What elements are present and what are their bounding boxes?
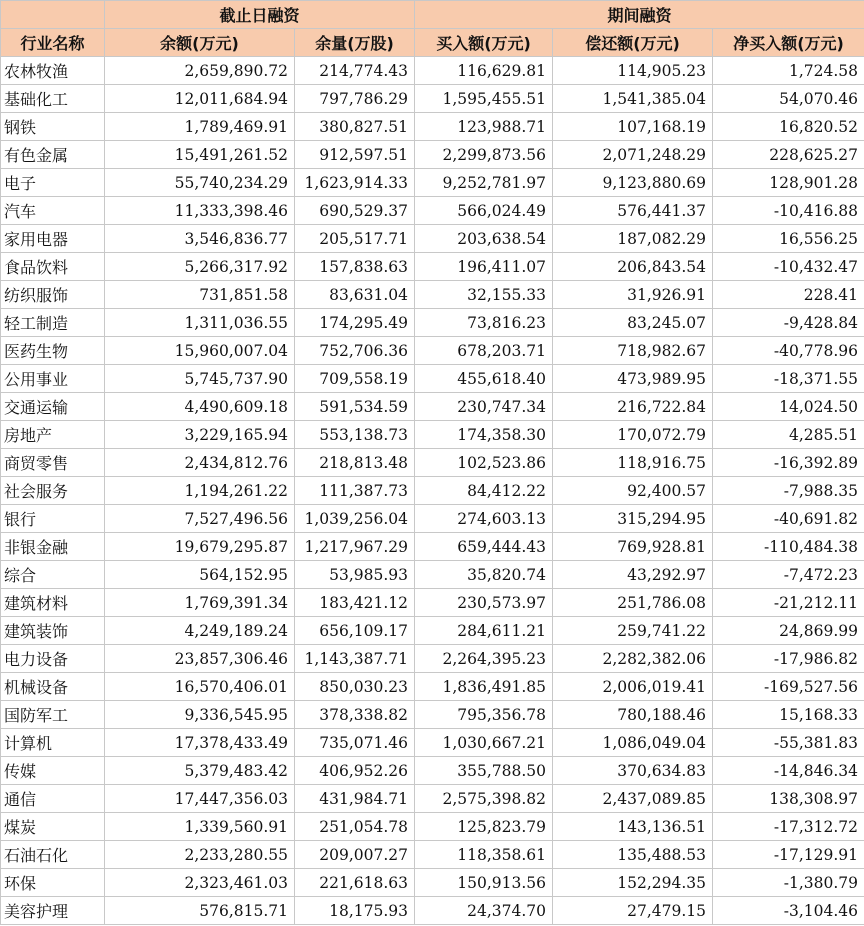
table-row [1,701,864,729]
net-buy-cell: -169,527.56 [713,673,864,701]
volume-cell: 183,421.12 [295,589,415,617]
balance-cell: 4,490,609.18 [105,393,295,421]
buy-amount-cell: 196,411.07 [415,253,553,281]
table-row [1,421,864,449]
volume-cell: 209,007.27 [295,841,415,869]
net-buy-cell: -14,846.34 [713,757,864,785]
net-buy-cell: -21,212.11 [713,589,864,617]
column-header-balance: 余额(万元) [105,29,295,57]
net-buy-cell: 54,070.46 [713,85,864,113]
industry-name-cell: 家用电器 [1,225,105,253]
buy-amount-cell: 174,358.30 [415,421,553,449]
industry-name-cell: 交通运输 [1,393,105,421]
buy-amount-cell: 73,816.23 [415,309,553,337]
volume-cell: 431,984.71 [295,785,415,813]
repay-amount-cell: 114,905.23 [553,57,713,85]
net-buy-cell: -17,312.72 [713,813,864,841]
repay-amount-cell: 473,989.95 [553,365,713,393]
industry-name-cell: 基础化工 [1,85,105,113]
balance-cell: 19,679,295.87 [105,533,295,561]
volume-cell: 1,143,387.71 [295,645,415,673]
volume-cell: 709,558.19 [295,365,415,393]
buy-amount-cell: 150,913.56 [415,869,553,897]
repay-amount-cell: 2,006,019.41 [553,673,713,701]
buy-amount-cell: 123,988.71 [415,113,553,141]
repay-amount-cell: 718,982.67 [553,337,713,365]
net-buy-cell: -17,986.82 [713,645,864,673]
volume-cell: 1,623,914.33 [295,169,415,197]
industry-name-cell: 有色金属 [1,141,105,169]
net-buy-cell: -7,472.23 [713,561,864,589]
buy-amount-cell: 678,203.71 [415,337,553,365]
buy-amount-cell: 1,030,667.21 [415,729,553,757]
repay-amount-cell: 27,479.15 [553,897,713,925]
volume-cell: 378,338.82 [295,701,415,729]
table-row [1,57,864,85]
volume-cell: 380,827.51 [295,113,415,141]
column-header-repay: 偿还额(万元) [553,29,713,57]
table-row [1,225,864,253]
repay-amount-cell: 315,294.95 [553,505,713,533]
net-buy-cell: -40,778.96 [713,337,864,365]
industry-name-cell: 钢铁 [1,113,105,141]
buy-amount-cell: 24,374.70 [415,897,553,925]
industry-name-cell: 机械设备 [1,673,105,701]
repay-amount-cell: 769,928.81 [553,533,713,561]
industry-name-cell: 石油石化 [1,841,105,869]
table-row [1,673,864,701]
repay-amount-cell: 2,437,089.85 [553,785,713,813]
table-row [1,841,864,869]
volume-cell: 690,529.37 [295,197,415,225]
table-row [1,533,864,561]
volume-cell: 18,175.93 [295,897,415,925]
table-row [1,589,864,617]
table-row [1,813,864,841]
volume-cell: 157,838.63 [295,253,415,281]
balance-cell: 4,249,189.24 [105,617,295,645]
balance-cell: 2,659,890.72 [105,57,295,85]
table-row [1,477,864,505]
net-buy-cell: -40,691.82 [713,505,864,533]
balance-cell: 55,740,234.29 [105,169,295,197]
balance-cell: 17,378,433.49 [105,729,295,757]
table-row [1,197,864,225]
volume-cell: 553,138.73 [295,421,415,449]
balance-cell: 1,194,261.22 [105,477,295,505]
table-row [1,757,864,785]
net-buy-cell: -55,381.83 [713,729,864,757]
table-row [1,169,864,197]
repay-amount-cell: 31,926.91 [553,281,713,309]
table-body [1,57,864,925]
industry-name-cell: 轻工制造 [1,309,105,337]
buy-amount-cell: 35,820.74 [415,561,553,589]
balance-cell: 16,570,406.01 [105,673,295,701]
balance-cell: 564,152.95 [105,561,295,589]
net-buy-cell: -110,484.38 [713,533,864,561]
volume-cell: 251,054.78 [295,813,415,841]
header-blank-cell [1,1,105,29]
balance-cell: 1,339,560.91 [105,813,295,841]
net-buy-cell: -10,416.88 [713,197,864,225]
column-header-volume: 余量(万股) [295,29,415,57]
header-group-period: 期间融资 [415,1,864,29]
table-row [1,309,864,337]
volume-cell: 406,952.26 [295,757,415,785]
buy-amount-cell: 116,629.81 [415,57,553,85]
volume-cell: 752,706.36 [295,337,415,365]
volume-cell: 53,985.93 [295,561,415,589]
buy-amount-cell: 284,611.21 [415,617,553,645]
volume-cell: 1,217,967.29 [295,533,415,561]
table-row [1,645,864,673]
net-buy-cell: -7,988.35 [713,477,864,505]
buy-amount-cell: 2,575,398.82 [415,785,553,813]
balance-cell: 5,379,483.42 [105,757,295,785]
net-buy-cell: -9,428.84 [713,309,864,337]
net-buy-cell: 16,556.25 [713,225,864,253]
volume-cell: 111,387.73 [295,477,415,505]
buy-amount-cell: 118,358.61 [415,841,553,869]
table-row [1,785,864,813]
column-header-net-buy: 净买入额(万元) [713,29,864,57]
volume-cell: 214,774.43 [295,57,415,85]
table-row [1,897,864,925]
volume-cell: 912,597.51 [295,141,415,169]
table-row [1,281,864,309]
repay-amount-cell: 43,292.97 [553,561,713,589]
industry-name-cell: 银行 [1,505,105,533]
repay-amount-cell: 187,082.29 [553,225,713,253]
industry-name-cell: 纺织服饰 [1,281,105,309]
repay-amount-cell: 206,843.54 [553,253,713,281]
net-buy-cell: -10,432.47 [713,253,864,281]
table-row [1,393,864,421]
balance-cell: 17,447,356.03 [105,785,295,813]
industry-name-cell: 医药生物 [1,337,105,365]
industry-name-cell: 国防军工 [1,701,105,729]
volume-cell: 221,618.63 [295,869,415,897]
industry-name-cell: 煤炭 [1,813,105,841]
industry-name-cell: 通信 [1,785,105,813]
column-header-buy: 买入额(万元) [415,29,553,57]
repay-amount-cell: 170,072.79 [553,421,713,449]
buy-amount-cell: 659,444.43 [415,533,553,561]
balance-cell: 1,769,391.34 [105,589,295,617]
volume-cell: 850,030.23 [295,673,415,701]
buy-amount-cell: 274,603.13 [415,505,553,533]
table-row [1,141,864,169]
header-group-balance: 截止日融资 [105,1,415,29]
net-buy-cell: 14,024.50 [713,393,864,421]
balance-cell: 5,745,737.90 [105,365,295,393]
buy-amount-cell: 9,252,781.97 [415,169,553,197]
buy-amount-cell: 2,299,873.56 [415,141,553,169]
industry-name-cell: 传媒 [1,757,105,785]
volume-cell: 174,295.49 [295,309,415,337]
repay-amount-cell: 2,071,248.29 [553,141,713,169]
balance-cell: 2,323,461.03 [105,869,295,897]
industry-name-cell: 计算机 [1,729,105,757]
repay-amount-cell: 370,634.83 [553,757,713,785]
table-row [1,365,864,393]
net-buy-cell: 16,820.52 [713,113,864,141]
industry-name-cell: 汽车 [1,197,105,225]
column-header-industry: 行业名称 [1,29,105,57]
buy-amount-cell: 2,264,395.23 [415,645,553,673]
repay-amount-cell: 259,741.22 [553,617,713,645]
buy-amount-cell: 1,595,455.51 [415,85,553,113]
buy-amount-cell: 1,836,491.85 [415,673,553,701]
balance-cell: 1,789,469.91 [105,113,295,141]
repay-amount-cell: 135,488.53 [553,841,713,869]
buy-amount-cell: 355,788.50 [415,757,553,785]
volume-cell: 656,109.17 [295,617,415,645]
repay-amount-cell: 216,722.84 [553,393,713,421]
repay-amount-cell: 143,136.51 [553,813,713,841]
repay-amount-cell: 1,086,049.04 [553,729,713,757]
repay-amount-cell: 576,441.37 [553,197,713,225]
table-row [1,449,864,477]
table-row [1,729,864,757]
table-header [1,1,864,57]
balance-cell: 11,333,398.46 [105,197,295,225]
industry-name-cell: 农林牧渔 [1,57,105,85]
industry-name-cell: 建筑装饰 [1,617,105,645]
repay-amount-cell: 83,245.07 [553,309,713,337]
repay-amount-cell: 2,282,382.06 [553,645,713,673]
repay-amount-cell: 152,294.35 [553,869,713,897]
net-buy-cell: 15,168.33 [713,701,864,729]
volume-cell: 1,039,256.04 [295,505,415,533]
industry-name-cell: 食品饮料 [1,253,105,281]
industry-name-cell: 商贸零售 [1,449,105,477]
buy-amount-cell: 230,747.34 [415,393,553,421]
net-buy-cell: 128,901.28 [713,169,864,197]
net-buy-cell: -16,392.89 [713,449,864,477]
repay-amount-cell: 9,123,880.69 [553,169,713,197]
balance-cell: 15,491,261.52 [105,141,295,169]
table-row [1,617,864,645]
balance-cell: 12,011,684.94 [105,85,295,113]
industry-name-cell: 综合 [1,561,105,589]
volume-cell: 205,517.71 [295,225,415,253]
balance-cell: 576,815.71 [105,897,295,925]
balance-cell: 1,311,036.55 [105,309,295,337]
table-row [1,113,864,141]
table-row [1,337,864,365]
balance-cell: 3,229,165.94 [105,421,295,449]
repay-amount-cell: 1,541,385.04 [553,85,713,113]
industry-name-cell: 房地产 [1,421,105,449]
volume-cell: 797,786.29 [295,85,415,113]
net-buy-cell: 24,869.99 [713,617,864,645]
net-buy-cell: -18,371.55 [713,365,864,393]
volume-cell: 218,813.48 [295,449,415,477]
table-row [1,253,864,281]
industry-name-cell: 环保 [1,869,105,897]
volume-cell: 735,071.46 [295,729,415,757]
net-buy-cell: -1,380.79 [713,869,864,897]
buy-amount-cell: 566,024.49 [415,197,553,225]
industry-name-cell: 建筑材料 [1,589,105,617]
balance-cell: 5,266,317.92 [105,253,295,281]
balance-cell: 731,851.58 [105,281,295,309]
repay-amount-cell: 251,786.08 [553,589,713,617]
balance-cell: 3,546,836.77 [105,225,295,253]
net-buy-cell: 4,285.51 [713,421,864,449]
balance-cell: 15,960,007.04 [105,337,295,365]
industry-name-cell: 电子 [1,169,105,197]
buy-amount-cell: 230,573.97 [415,589,553,617]
buy-amount-cell: 203,638.54 [415,225,553,253]
industry-name-cell: 社会服务 [1,477,105,505]
balance-cell: 2,434,812.76 [105,449,295,477]
balance-cell: 23,857,306.46 [105,645,295,673]
table-row [1,505,864,533]
volume-cell: 83,631.04 [295,281,415,309]
repay-amount-cell: 780,188.46 [553,701,713,729]
repay-amount-cell: 107,168.19 [553,113,713,141]
balance-cell: 2,233,280.55 [105,841,295,869]
repay-amount-cell: 118,916.75 [553,449,713,477]
buy-amount-cell: 84,412.22 [415,477,553,505]
buy-amount-cell: 102,523.86 [415,449,553,477]
repay-amount-cell: 92,400.57 [553,477,713,505]
net-buy-cell: 138,308.97 [713,785,864,813]
buy-amount-cell: 125,823.79 [415,813,553,841]
balance-cell: 7,527,496.56 [105,505,295,533]
buy-amount-cell: 455,618.40 [415,365,553,393]
table-row [1,869,864,897]
header-column-row [1,29,864,57]
buy-amount-cell: 32,155.33 [415,281,553,309]
table-row [1,561,864,589]
net-buy-cell: -3,104.46 [713,897,864,925]
industry-name-cell: 电力设备 [1,645,105,673]
buy-amount-cell: 795,356.78 [415,701,553,729]
volume-cell: 591,534.59 [295,393,415,421]
header-group-row [1,1,864,29]
balance-cell: 9,336,545.95 [105,701,295,729]
industry-name-cell: 非银金融 [1,533,105,561]
industry-name-cell: 公用事业 [1,365,105,393]
net-buy-cell: 1,724.58 [713,57,864,85]
net-buy-cell: -17,129.91 [713,841,864,869]
industry-name-cell: 美容护理 [1,897,105,925]
net-buy-cell: 228.41 [713,281,864,309]
net-buy-cell: 228,625.27 [713,141,864,169]
table-row [1,85,864,113]
